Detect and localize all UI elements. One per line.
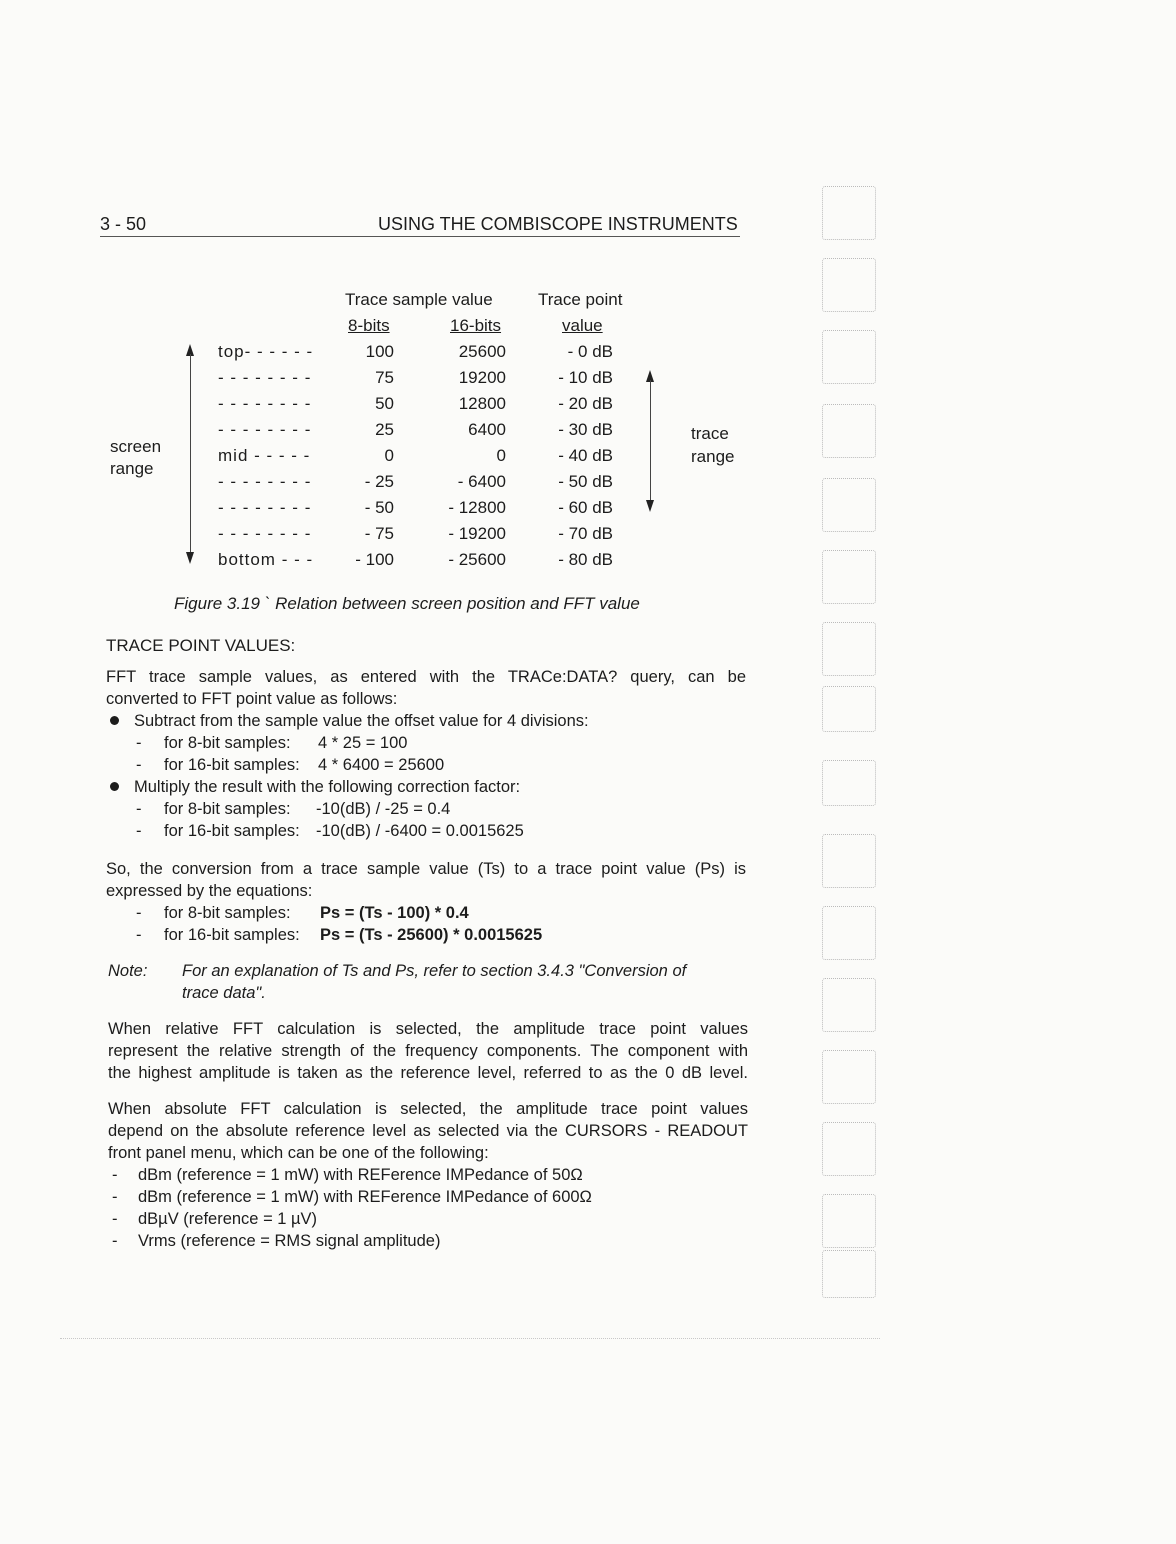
binder-tab	[822, 760, 876, 806]
binder-tab	[822, 550, 876, 604]
binder-tab	[822, 1250, 876, 1298]
row-db-value: - 70 dB	[558, 524, 613, 543]
row-8bit-value: 50	[375, 394, 394, 413]
col-header-sample: Trace sample value	[345, 290, 493, 309]
step-1-sub-2: - for 16-bit samples: 4 * 6400 = 25600	[136, 756, 445, 774]
row-16bit-value: - 12800	[448, 498, 506, 517]
row-16bit-value: 6400	[468, 420, 506, 439]
binder-tab	[822, 834, 876, 888]
intro-paragraph: FFT trace sample values, as entered with the TRACe:DATA? query, can be converted to FFT point value as follows:	[106, 668, 746, 708]
screen-range-label: screen range	[110, 437, 162, 478]
bullet-icon	[110, 716, 119, 725]
screen-range-arrow-down-icon	[186, 552, 194, 564]
list-item: - dBm (reference = 1 mW) with REFerence IMPedance of 50Ω	[112, 1166, 583, 1184]
row-db-value: - 10 dB	[558, 368, 613, 387]
relative-paragraph: When relative FFT calculation is selected, the amplitude trace point values represent the relative strength of the frequency components. The component with the highest amplitude is taken as the reference level, referred to as the 0 dB level.	[108, 1020, 748, 1082]
row-position-label: - - - - - - - -	[218, 472, 312, 491]
header-rule	[100, 236, 740, 237]
row-8bit-value: - 75	[364, 524, 394, 543]
row-8bit-value: - 50	[364, 498, 394, 517]
running-header: USING THE COMBISCOPE INSTRUMENTS	[378, 214, 738, 234]
col-header-point: Trace point	[538, 290, 623, 309]
row-8bit-value: - 25	[364, 472, 394, 491]
row-position-label: - - - - - - - -	[218, 498, 312, 517]
equation-8bit: - for 8-bit samples: Ps = (Ts - 100) * 0.4	[136, 904, 469, 922]
row-position-label: - - - - - - - -	[218, 368, 312, 387]
row-db-value: - 0 dB	[567, 342, 613, 361]
row-16bit-value: - 25600	[448, 550, 506, 569]
row-position-label: top- - - - - -	[218, 342, 314, 361]
row-16bit-value: 0	[496, 446, 506, 465]
row-position-label: - - - - - - - -	[218, 394, 312, 413]
row-position-label: bottom - - -	[218, 550, 314, 569]
list-item: - Vrms (reference = RMS signal amplitude)	[112, 1232, 441, 1250]
note-label: Note:	[108, 962, 148, 980]
step-1-text: Subtract from the sample value the offset value for 4 divisions:	[134, 712, 589, 730]
step-2-sub-1: - for 8-bit samples: -10(dB) / -25 = 0.4	[136, 800, 451, 818]
row-16bit-value: 25600	[458, 342, 506, 361]
page-number: 3 - 50	[100, 214, 147, 234]
row-8bit-value: 100	[365, 342, 394, 361]
binder-tab	[822, 258, 876, 312]
binder-tab	[822, 1050, 876, 1104]
row-db-value: - 40 dB	[558, 446, 613, 465]
binder-tab	[822, 404, 876, 458]
trace-range-line	[650, 380, 651, 502]
binder-tab	[822, 186, 876, 240]
row-16bit-value: 19200	[458, 368, 506, 387]
note-text: For an explanation of Ts and Ps, refer to section 3.4.3 "Conversion of trace data".	[182, 962, 687, 1002]
section-title: TRACE POINT VALUES:	[106, 636, 296, 655]
row-8bit-value: 75	[375, 368, 394, 387]
row-db-value: - 60 dB	[558, 498, 613, 517]
col-header-value: value	[562, 316, 603, 335]
binder-tab	[822, 330, 876, 384]
row-8bit-value: 25	[375, 420, 394, 439]
row-16bit-value: - 19200	[448, 524, 506, 543]
binder-tab	[822, 906, 876, 960]
row-db-value: - 50 dB	[558, 472, 613, 491]
col-header-8bits: 8-bits	[348, 316, 390, 335]
col-header-16bits: 16-bits	[450, 316, 502, 335]
equation-16bit: - for 16-bit samples: Ps = (Ts - 25600) * 0.0015625	[136, 926, 543, 944]
absolute-paragraph: When absolute FFT calculation is selected, the amplitude trace point values depend on the absolute reference level as selected via the CURSORS - READOUT front panel menu, which can be one of the following:	[108, 1100, 748, 1162]
step-2-sub-2: - for 16-bit samples: -10(dB) / -6400 = 0.0015625	[136, 822, 524, 840]
binder-tab	[822, 978, 876, 1032]
binder-tab	[822, 1194, 876, 1248]
row-16bit-value: 12800	[458, 394, 506, 413]
row-position-label: - - - - - - - -	[218, 524, 312, 543]
binder-tab	[822, 478, 876, 532]
page-edge-dots	[60, 1338, 880, 1339]
row-8bit-value: 0	[384, 446, 394, 465]
binder-tab	[822, 1122, 876, 1176]
row-db-value: - 20 dB	[558, 394, 613, 413]
row-16bit-value: - 6400	[457, 472, 506, 491]
row-8bit-value: - 100	[355, 550, 394, 569]
screen-range-line	[190, 354, 191, 554]
figure-caption: Figure 3.19 ` Relation between screen position and FFT value	[174, 594, 640, 613]
list-item: - dBm (reference = 1 mW) with REFerence IMPedance of 600Ω	[112, 1188, 592, 1206]
row-db-value: - 80 dB	[558, 550, 613, 569]
step-2-text: Multiply the result with the following correction factor:	[134, 778, 521, 796]
bullet-icon	[110, 782, 119, 791]
binder-tab	[822, 686, 876, 732]
step-1-sub-1: - for 8-bit samples: 4 * 25 = 100	[136, 734, 408, 752]
row-db-value: - 30 dB	[558, 420, 613, 439]
list-item: - dBµV (reference = 1 µV)	[112, 1210, 318, 1228]
row-position-label: - - - - - - - -	[218, 420, 312, 439]
binder-tab	[822, 622, 876, 676]
row-position-label: mid - - - - -	[218, 446, 311, 465]
conversion-paragraph: So, the conversion from a trace sample value (Ts) to a trace point value (Ps) is expressed by the equations:	[106, 860, 746, 900]
trace-range-label: trace range	[691, 424, 735, 466]
reference-list	[112, 1164, 592, 1252]
trace-range-arrow-down-icon	[646, 500, 654, 512]
